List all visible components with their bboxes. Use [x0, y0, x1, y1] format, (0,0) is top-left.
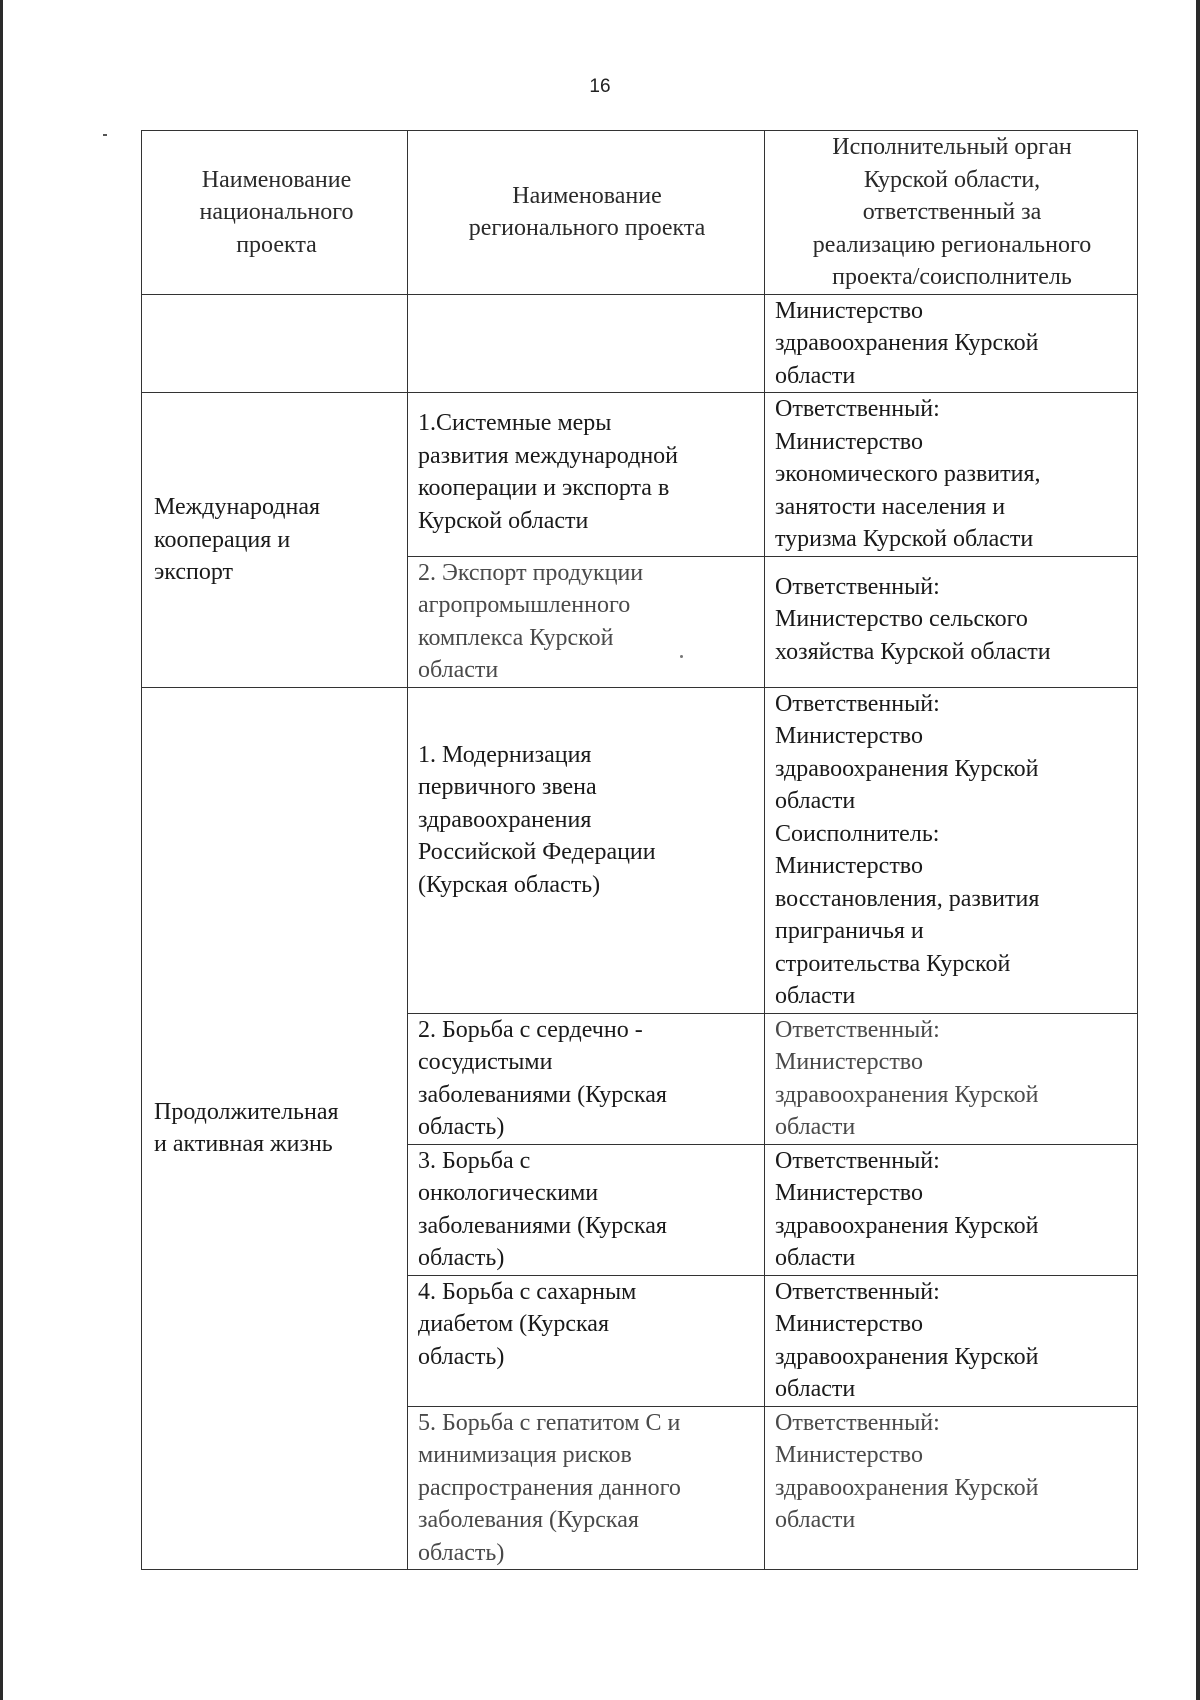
scan-edge-left	[0, 0, 3, 1700]
national-project-cell: Продолжительная и активная жизнь	[142, 687, 408, 1570]
continuation-row	[142, 294, 1138, 393]
page-number: 16	[589, 76, 611, 97]
table-row	[142, 393, 1138, 557]
scan-edge-right	[1196, 0, 1200, 1700]
projects-table	[141, 130, 1138, 1570]
scan-speck	[103, 134, 107, 136]
responsible-cell: Ответственный: Министерство здравоохранения Курской области	[765, 1144, 1138, 1275]
responsible-cell: Ответственный: Министерство здравоохранения Курской области Соисполнитель: Министерство восстановления, развития приграничья и строительства Курской области	[765, 687, 1138, 1013]
responsible-cell: Ответственный: Министерство сельского хозяйства Курской области	[765, 556, 1138, 687]
responsible-cell: Министерство здравоохранения Курской области	[765, 294, 1138, 393]
regional-project-cell: 2. Экспорт продукции агропромышленного комплекса Курской области	[408, 556, 765, 687]
regional-project-cell: 1. Модернизация первичного звена здравоохранения Российской Федерации (Курская область)	[408, 687, 765, 1013]
header-row	[142, 131, 1138, 295]
regional-project-cell: 3. Борьба с онкологическими заболеваниями (Курская область)	[408, 1144, 765, 1275]
empty-cell	[408, 294, 765, 393]
regional-project-cell: 5. Борьба с гепатитом С и минимизация рисков распространения данного заболевания (Курская область)	[408, 1406, 765, 1570]
header-regional-project: Наименование регионального проекта	[408, 131, 765, 295]
header-responsible-body: Исполнительный орган Курской области, ответственный за реализацию регионального проекта/соисполнитель	[765, 131, 1138, 295]
responsible-cell: Ответственный: Министерство экономического развития, занятости населения и туризма Курской области	[765, 393, 1138, 557]
national-project-cell: Международная кооперация и экспорт	[142, 393, 408, 688]
empty-cell	[142, 294, 408, 393]
responsible-cell: Ответственный: Министерство здравоохранения Курской области	[765, 1406, 1138, 1570]
header-national-project: Наименование национального проекта	[142, 131, 408, 295]
table-row	[142, 687, 1138, 1013]
regional-project-cell: 1.Системные меры развития международной кооперации и экспорта в Курской области	[408, 393, 765, 557]
responsible-cell: Ответственный: Министерство здравоохранения Курской области	[765, 1275, 1138, 1406]
regional-project-cell: 4. Борьба с сахарным диабетом (Курская область)	[408, 1275, 765, 1406]
regional-project-cell: 2. Борьба с сердечно - сосудистыми заболеваниями (Курская область)	[408, 1013, 765, 1144]
responsible-cell: Ответственный: Министерство здравоохранения Курской области	[765, 1013, 1138, 1144]
